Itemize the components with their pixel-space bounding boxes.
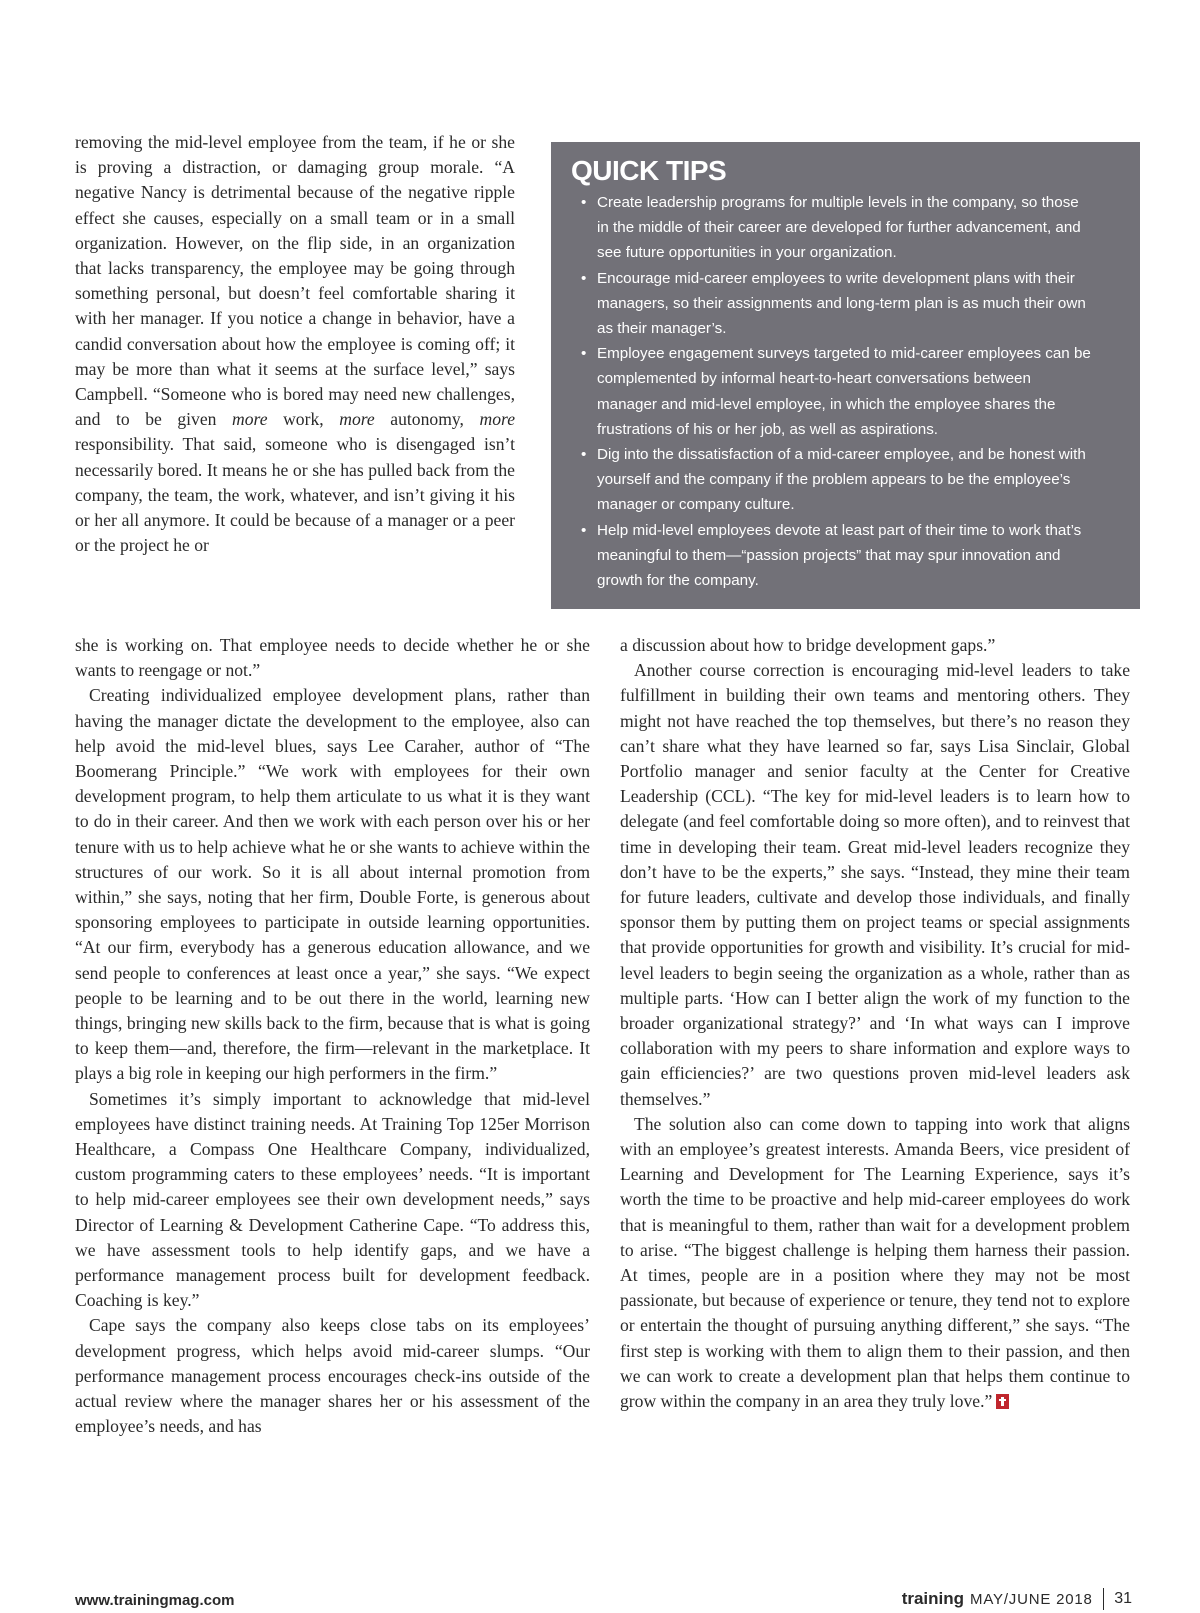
article-column-right (620, 633, 1130, 1414)
end-of-article-icon (996, 1394, 1009, 1409)
footer-date: MAY/JUNE 2018 (970, 1590, 1093, 1608)
quick-tips-list (571, 190, 1120, 593)
bullet-icon: • (581, 446, 587, 464)
footer-brand: training (901, 1589, 965, 1608)
quick-tips-box (551, 142, 1140, 609)
article-paragraph: she is working on. That employee needs to decide whether he or she wants to reengage or not.” (75, 635, 590, 681)
article-paragraph: Cape says the company also keeps close tabs on its employees’ development progress, which helps avoid mid-career slumps. “Our performance management process encourages check-ins outside of the actual review where the manager shares her or his assessment of the employee’s needs, and has (75, 1315, 590, 1437)
footer-divider (1103, 1588, 1105, 1610)
quick-tip-item: • Create leadership programs for multiple levels in the company, so those in the middle of their career are developed for further advancement, and see future opportunities in your organization. (571, 190, 1120, 266)
quick-tip-item: • Dig into the dissatisfaction of a mid-career employee, and be honest with yourself and the company if the problem appears to be the employee’s manager or company culture. (571, 442, 1120, 518)
bullet-icon: • (581, 521, 587, 539)
quick-tip-item: • Employee engagement surveys targeted to mid-career employees can be complemented by informal heart-to-heart conversations between manager and mid-level employee, in which the employee shares the frustrations of his or her job, as well as aspirations. (571, 341, 1120, 442)
footer-folio (902, 1588, 1132, 1610)
article-text: The solution also can come down to tapping into work that aligns with an employee’s greatest interests. Amanda Beers, vice president of Learning and Development for The Learning Experience, says it’s worth the time to be proactive and help mid-career employees do work that is meaningful to them, rather than wait for a development problem to arise. “The biggest challenge is helping them harness their passion. At times, people are in a position where they may not be most passionate, but because of experience or tenure, they tend not to explore or entertain the thought of pursuing anything different,” she says. “The first step is working with them to align them to their passion, and then we can work to create a development plan that helps them continue to grow within the company in an area they truly love.” (620, 1113, 1130, 1412)
bullet-icon: • (581, 345, 587, 363)
quick-tips-title: QUICK TIPS (571, 155, 727, 186)
article-paragraph: a discussion about how to bridge development gaps.” (620, 635, 996, 655)
bullet-icon: • (581, 194, 587, 211)
article-column-left (75, 633, 590, 1440)
article-paragraph: Sometimes it’s simply important to acknowledge that mid-level employees have distinct training needs. At Training Top 125er Morrison Healthcare, a Compass One Healthcare Company, individualized, custom programming caters to these employees’ needs. “It is important to help mid-career employees see their own development needs,” says Director of Learning & Development Catherine Cape. “To address this, we have assessment tools to help identify gaps, and we have a performance management process built for development feedback. Coaching is key.” (75, 1088, 590, 1311)
article-paragraph: Creating individualized employee development plans, rather than having the manager dictate the development to the employee, also can help avoid the mid-level blues, says Lee Caraher, author of “The Boomerang Principle.” “We work with employees for their own development program, to help them articulate to us what it is they want to do in their career. And then we work with each person over his or her tenure with us to help achieve what he or she wants to achieve within the structures of our work. So it is all about internal promotion from within,” she says, noting that her firm, Double Forte, is generous about sponsoring employees to participate in outside learning opportunities. “At our firm, everybody has a generous education allowance, and we send people to conferences at least once a year,” she says. “We expect people to be learning and to be out there in the world, learning new things, bringing new skills back to the firm, because that is what is going to keep them—and, therefore, the firm—relevant in the marketplace. It plays a big role in keeping our high performers in the firm.” (75, 685, 590, 1084)
article-paragraph (620, 1112, 1130, 1414)
footer-url: www.trainingmag.com (75, 1592, 235, 1609)
quick-tip-item: • Encourage mid-career employees to write development plans with their managers, so their assignments and long-term plan is as much their own as their manager’s. (571, 266, 1120, 342)
article-text: removing the mid-level employee from the team, if he or she is proving a distraction, or damaging group morale. “A negative Nancy is detrimental because of the negative ripple effect she causes, especially on a small team or in a small organization. However, on the flip side, in an organization that lacks transparency, the employee may be going through something personal, but doesn’t feel comfortable sharing it with her manager. If you notice a change in behavior, have a candid conversation about how the employee is coming off; it may be more than what it seems at the surface level,” says Campbell. “Someone who is bored may need new challenges, and to be given (75, 132, 515, 430)
article-column-left-top (75, 130, 515, 558)
article-paragraph: removing the mid-level employee from the team, if he or she is proving a distraction, or damaging group morale. “A negative Nancy is detrimental because of the negative ripple effect she causes, especially on a small team or in a small organization. However, on the flip side, in an organization that lacks transparency, the employee may be going through something personal, but doesn’t feel comfortable sharing it with her manager. If you notice a change in behavior, have a candid conversation about how the employee is coming off; it may be more than what it seems at the surface level,” says Campbell. “Someone who is bored may need new challenges, and to be given more work, more autonomy, more responsibility. That said, someone who is disengaged isn’t necessarily bored. It means he or she has pulled back from the company, the team, the work, whatever, and isn’t giving it his or her all anymore. It could be because of a manager or a peer or the project he or (75, 132, 516, 556)
page-number: 31 (1114, 1590, 1132, 1607)
bullet-icon: • (581, 269, 587, 287)
quick-tip-item: • Help mid-level employees devote at least part of their time to work that’s meaningful to them—“passion projects” that may spur innovation and growth for the company. (571, 518, 1120, 594)
article-paragraph: Another course correction is encouraging mid-level leaders to take fulfillment in building their own teams and mentoring others. They might not have reached the top themselves, but there’s no reason they can’t share what they have learned so far, says Lisa Sinclair, Global Portfolio manager and senior faculty at the Center for Creative Leadership (CCL). “The key for mid-level leaders is to learn how to delegate (and feel comfortable doing so more often), and to reinvest that time in developing their team. Great mid-level leaders recognize they don’t have to be the experts,” she says. “Instead, they mine their team for future leaders, cultivate and develop those individuals, and finally sponsor them by putting them on project teams or special assignments that provide opportunities for growth and visibility. It’s crucial for mid-level leaders to begin seeing the organization as a whole, rather than as multiple parts. ‘How can I better align the work of my function to the broader organizational strategy?’ and ‘In what ways can I improve collaboration with my peers to share information and explore ways to gain efficiencies?’ are two questions proven mid-level leaders ask themselves.” (620, 660, 1130, 1109)
